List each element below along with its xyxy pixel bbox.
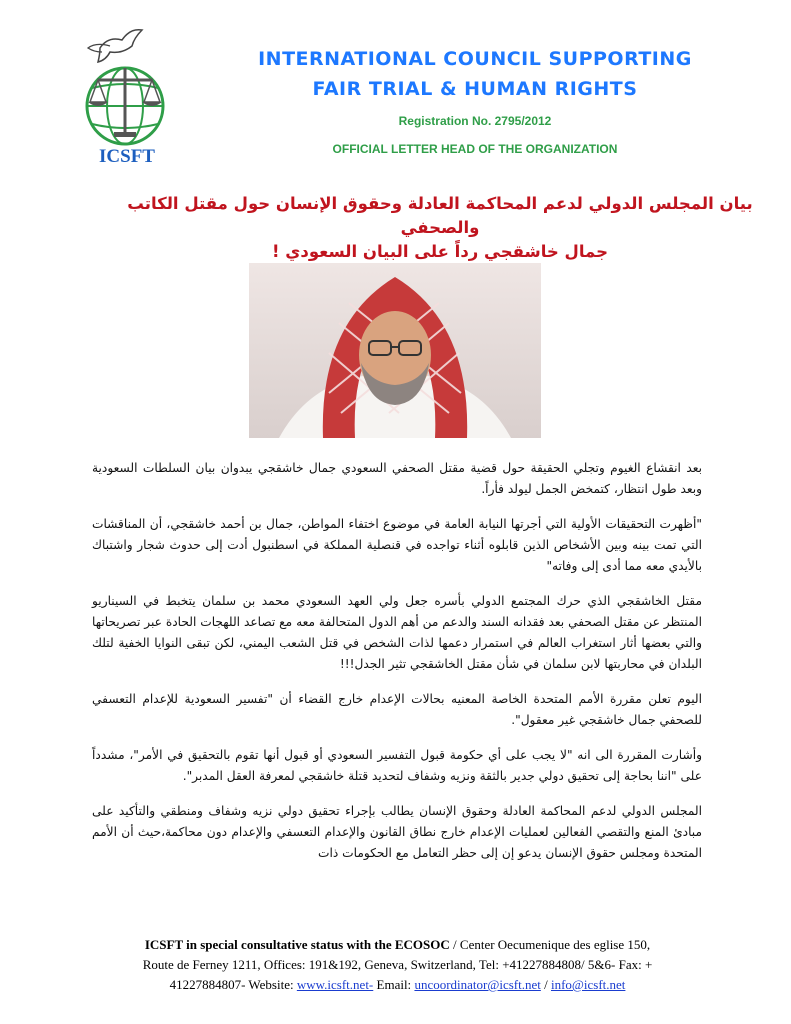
footer-line3 [80, 975, 715, 995]
paragraph-6: المجلس الدولي لدعم المحاكمة العادلة وحقوق الإنسان يطالب بإجراء تحقيق دولي نزيه وشفاف ومنطقي والتأكيد على مبادئ المنع والتقصي الفعالين لعمليات الإعدام خارج نطاق القانون والإعدام التعسفي والإعدام دون محاكمة،حيث أن الأمم المتحدة ومجلس حقوق الإنسان يدعو إن إلى حظر التعامل مع الحكومات ذات [92, 804, 702, 860]
letterhead-label: OFFICIAL LETTER HEAD OF THE ORGANIZATION [332, 142, 618, 156]
organization-logo [70, 18, 180, 168]
email-link-info[interactable]: info@icsft.net [550, 977, 626, 992]
paragraph-2: "أظهرت التحقيقات الأولية التي أجرتها النيابة العامة في موضوع اختفاء المواطن، جمال بن أحمد خاشقجي، أن المناقشات التي تمت بينه وبين الأشخاص الذين قابلوه أثناء تواجده في قنصلية المملكة في اسطنبول أدت إلى حدوث شجار واشتباك بالأيدي معه مما أدى إلى وفاته" [92, 517, 702, 573]
website-label: 41227884807- Website: [169, 977, 297, 992]
letterhead-footer [80, 935, 715, 995]
footer-line2: Route de Ferney 1211, Offices: 191&192, Geneva, Switzerland, Tel: +41227884808/ 5&6- Fax: + [142, 957, 653, 972]
org-name-line2: FAIR TRIAL & HUMAN RIGHTS [312, 78, 638, 100]
paragraph-3: مقتل الخاشقجي الذي حرك المجتمع الدولي بأسره جعل ولي العهد السعودي محمد بن سلمان يتخبط في السيناريو المنتظر عن مقتل الصحفي بعد فقدانه السند والدعم من أهم الدول المتحالفة معه مع تصاعد اللهجات الحادة عبر تصريحاتها والتي بعضها أثار استغراب العالم في استمرار دعمها لذات الشخص في قتل الشعب اليمني، لكن تبقى النوايا الخفية لتلك البلدان في محاربتها لابن سلمان في شأن مقتل الخاشقجي تثير الجدل!!! [92, 594, 702, 671]
paragraph-5: وأشارت المقررة الى انه "لا يجب على أي حكومة قبول التفسير السعودي أو قبول أنها تقوم بالتحقيق في الأمر"، مشدداً على "اننا بحاجة إلى تحقيق دولي جدير بالثقة ونزيه وشفاف لتحديد قتلة خاشقجي لمعرفة العقل المدبر". [92, 748, 702, 783]
paragraph-1: بعد انقشاع الغيوم وتجلي الحقيقة حول قضية مقتل الصحفي السعودي جمال خاشقجي يبدوان بيان السلطات السعودية وبعد طول انتظار، كتمخض الجمل ليولد فأراً. [92, 461, 702, 496]
email-label: Email: [373, 977, 415, 992]
footer-status: ICSFT in special consultative status with the ECOSOC [144, 937, 450, 952]
portrait-photo-icon [249, 263, 541, 438]
organization-header [180, 44, 770, 156]
email-separator: / [540, 977, 551, 992]
portrait-photo [249, 263, 541, 438]
email-link-uncoordinator[interactable]: uncoordinator@icsft.net [414, 977, 541, 992]
logo-text: ICSFT [99, 146, 155, 167]
footer-address: / Center Oecumenique des eglise 150, [449, 937, 651, 952]
statement-headline [120, 192, 760, 264]
paragraph-4: اليوم تعلن مقررة الأمم المتحدة الخاصة المعنيه بحالات الإعدام خارج القضاء أن "تفسير السعودية للإعدام التعسفي للصحفي جمال خاشقجي غير معقول". [92, 692, 702, 727]
org-name-line1: INTERNATIONAL COUNCIL SUPPORTING [258, 48, 692, 70]
registration-number: Registration No. 2795/2012 [398, 114, 552, 128]
website-link[interactable]: www.icsft.net- [296, 977, 374, 992]
footer-line1 [80, 935, 715, 955]
headline-line2: جمال خاشقجي رداً على البيان السعودي ! [271, 242, 609, 261]
statement-body [92, 458, 702, 878]
headline-line1: بيان المجلس الدولي لدعم المحاكمة العادلة وحقوق الإنسان حول مقتل الكاتب والصحفي [127, 194, 753, 237]
